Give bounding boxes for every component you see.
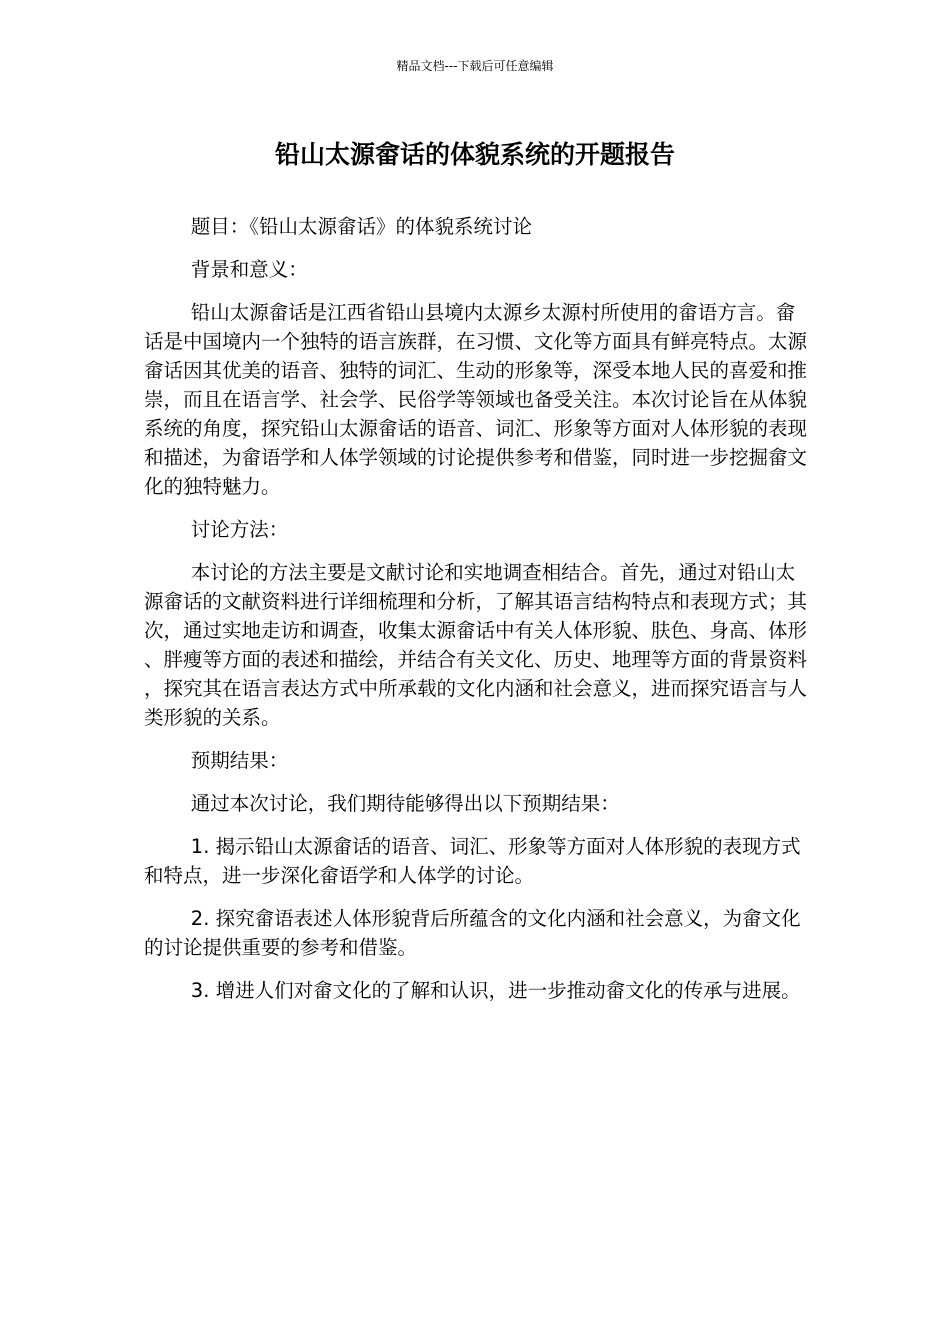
topic-line: 题目：《铅山太源畲话》的体貌系统讨论 <box>190 215 533 238</box>
document-body <box>144 212 808 1019</box>
results-intro: 通过本次讨论，我们期待能够得出以下预期结果： <box>190 792 620 815</box>
background-paragraph: 铅山太源畲话是江西省铅山县境内太源乡太源村所使用的畲语方言。畲话是中国境内一个独特的语言族群，在习惯、文化等方面具有鲜亮特点。太源畲话因其优美的语音、独特的词汇、生动的形象等，深受本地人民的喜爱和推崇，而且在语言学、社会学、民俗学等领域也备受关注。本次讨论旨在从体貌系统的角度，探究铅山太源畲话的语音、词汇、形象等方面对人体形貌的表现和描述，为畲语学和人体学领域的讨论提供参考和借鉴，同时进一步挖掘畲文化的独特魅力。 <box>144 301 808 498</box>
results-item-3: 3. 增进人们对畲文化的了解和认识，进一步推动畲文化的传承与进展。 <box>190 979 801 1002</box>
method-heading: 讨论方法： <box>190 518 289 541</box>
page-header: 精品文档---下载后可任意编辑 <box>396 59 554 73</box>
results-item-1: 1. 揭示铅山太源畲话的语音、词汇、形象等方面对人体形貌的表现方式和特点，进一步深化畲语学和人体学的讨论。 <box>144 835 801 887</box>
document-title: 铅山太源畲话的体貌系统的开题报告 <box>274 140 675 169</box>
results-heading: 预期结果： <box>190 749 289 772</box>
background-heading: 背景和意义： <box>190 258 308 281</box>
results-item-2: 2. 探究畲语表述人体形貌背后所蕴含的文化内涵和社会意义，为畲文化的讨论提供重要的参考和借鉴。 <box>144 907 801 959</box>
method-paragraph: 本讨论的方法主要是文献讨论和实地调查相结合。首先，通过对铅山太源畲话的文献资料进行详细梳理和分析，了解其语言结构特点和表现方式；其次，通过实地走访和调查，收集太源畲话中有关人体形貌、肤色、身高、体形、胖瘦等方面的表述和描绘，并结合有关文化、历史、地理等方面的背景资料，探究其在语言表达方式中所承载的文化内涵和社会意义，进而探究语言与人类形貌的关系。 <box>144 561 808 729</box>
